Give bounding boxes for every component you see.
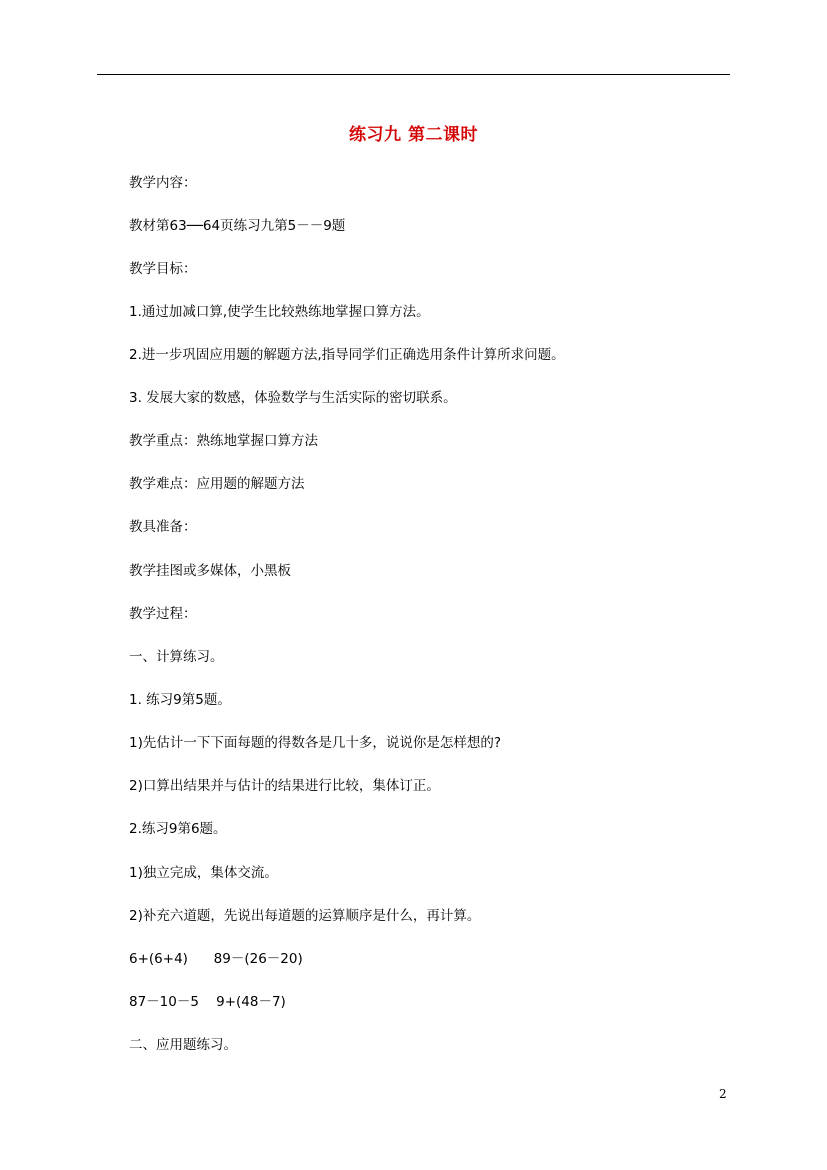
document-title: 练习九 第二课时: [349, 125, 478, 145]
text-line-exercise-1: 1. 练习9第5题。: [129, 692, 231, 708]
text-line-textbook-pages: 教材第63──64页练习九第5－－9题: [129, 218, 346, 234]
text-line-expressions-row-2: 87－10－5 9+(48－7): [129, 994, 286, 1010]
text-line-expressions-row-1: 6+(6+4) 89－(26－20): [129, 951, 303, 967]
header-rule: [97, 74, 730, 75]
text-line-goal-2: 2.进一步巩固应用题的解题方法,指导同学们正确选用条件计算所求问题。: [129, 347, 565, 363]
text-line-teaching-goals-heading: 教学目标：: [129, 261, 197, 277]
text-line-key-points: 教学重点：熟练地掌握口算方法: [129, 433, 318, 449]
text-line-goal-1: 1.通过加减口算,使学生比较熟练地掌握口算方法。: [129, 304, 430, 320]
text-line-teaching-content-heading: 教学内容：: [129, 175, 197, 191]
text-line-exercise-2: 2.练习9第6题。: [129, 821, 227, 837]
page-number: 2: [719, 1087, 727, 1101]
text-line-teaching-process-heading: 教学过程：: [129, 606, 197, 622]
text-line-exercise-1-step-2: 2)口算出结果并与估计的结果进行比较，集体订正。: [129, 778, 440, 794]
text-line-section-2-heading: 二、应用题练习。: [129, 1037, 237, 1053]
text-line-exercise-1-step-1: 1)先估计一下下面每题的得数各是几十多，说说你是怎样想的?: [129, 735, 502, 751]
text-line-goal-3: 3. 发展大家的数感，体验数学与生活实际的密切联系。: [129, 390, 457, 406]
text-line-teaching-aids: 教学挂图或多媒体，小黑板: [129, 563, 291, 579]
text-line-difficulties: 教学难点：应用题的解题方法: [129, 476, 305, 492]
text-line-teaching-aids-heading: 教具准备：: [129, 519, 197, 535]
text-line-exercise-2-step-1: 1)独立完成，集体交流。: [129, 865, 278, 881]
text-line-section-1-heading: 一、计算练习。: [129, 649, 224, 665]
text-line-exercise-2-step-2: 2)补充六道题，先说出每道题的运算顺序是什么，再计算。: [129, 908, 481, 924]
